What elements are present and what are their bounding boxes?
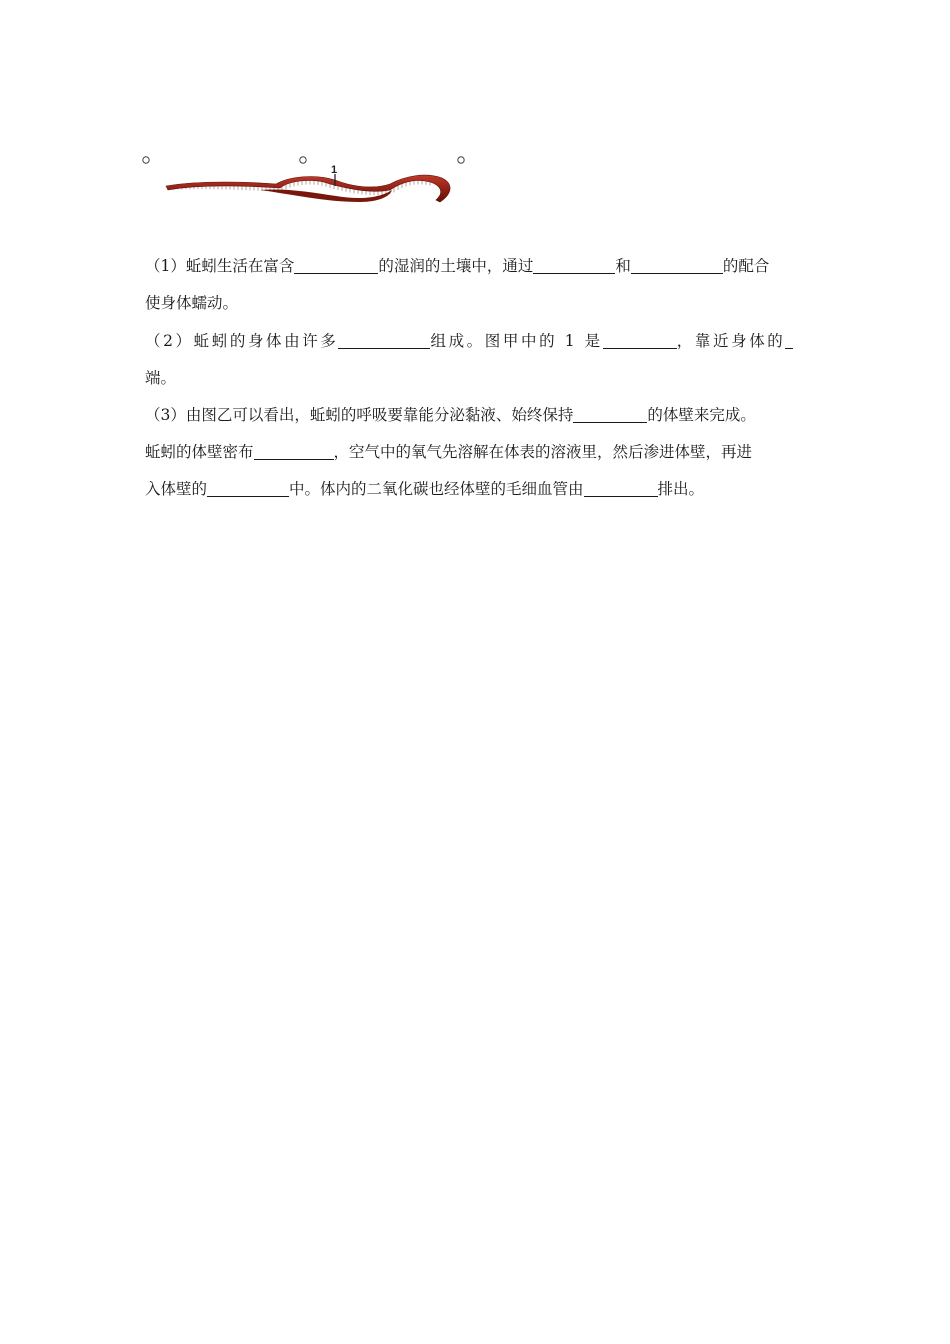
q1-prefix: （1）蚯蚓生活在富含 — [145, 257, 295, 275]
q2-prefix: （2）蚯蚓的身体由许多 — [145, 332, 339, 350]
answer-blank[interactable] — [254, 441, 334, 460]
answer-blank[interactable] — [207, 478, 289, 497]
q1-mid2: 和 — [615, 257, 631, 275]
answer-blank[interactable] — [631, 255, 723, 274]
q3-line3-prefix: 入体壁的 — [145, 480, 208, 498]
answer-blank[interactable] — [573, 404, 647, 423]
q1-line2: 使身体蠕动。 — [145, 294, 239, 312]
q3-line2-tail: ，空气中的氧气先溶解在体表的溶液里，然后渗进体壁，再进 — [333, 443, 753, 461]
q1-tail: 的配合 — [722, 257, 770, 275]
callout-label: 1 — [331, 164, 338, 176]
q2-line2: 端。 — [145, 369, 177, 387]
answer-blank[interactable] — [533, 255, 615, 274]
q1-mid1: 的湿润的土壤中，通过 — [378, 257, 534, 275]
q3-tail: 的体壁来完成。 — [647, 406, 756, 424]
q2-tail: ，靠近身体的 — [676, 332, 786, 350]
q3-prefix: （3）由图乙可以看出，蚯蚓的呼吸要靠能分泌黏液、始终保持 — [145, 406, 574, 424]
answer-blank[interactable] — [294, 255, 378, 274]
selection-handle-center — [300, 157, 306, 163]
q3-line3-tail: 排出。 — [657, 480, 705, 498]
answer-blank[interactable] — [584, 478, 658, 497]
question-3 — [145, 397, 810, 508]
question-2 — [145, 323, 810, 397]
q3-line2-prefix: 蚯蚓的体壁密布 — [145, 443, 254, 461]
question-1 — [145, 248, 810, 322]
selection-handle-left — [143, 157, 149, 163]
answer-blank[interactable] — [785, 330, 793, 349]
answer-blank[interactable] — [338, 330, 430, 349]
earthworm-figure — [140, 150, 470, 220]
q3-line3-mid: 中。体内的二氧化碳也经体壁的毛细血管由 — [289, 480, 584, 498]
selection-handle-right — [458, 157, 464, 163]
answer-blank[interactable] — [603, 330, 677, 349]
earthworm-icon — [140, 150, 470, 220]
q2-mid1: 组成。图甲中的 1 是 — [430, 332, 603, 350]
